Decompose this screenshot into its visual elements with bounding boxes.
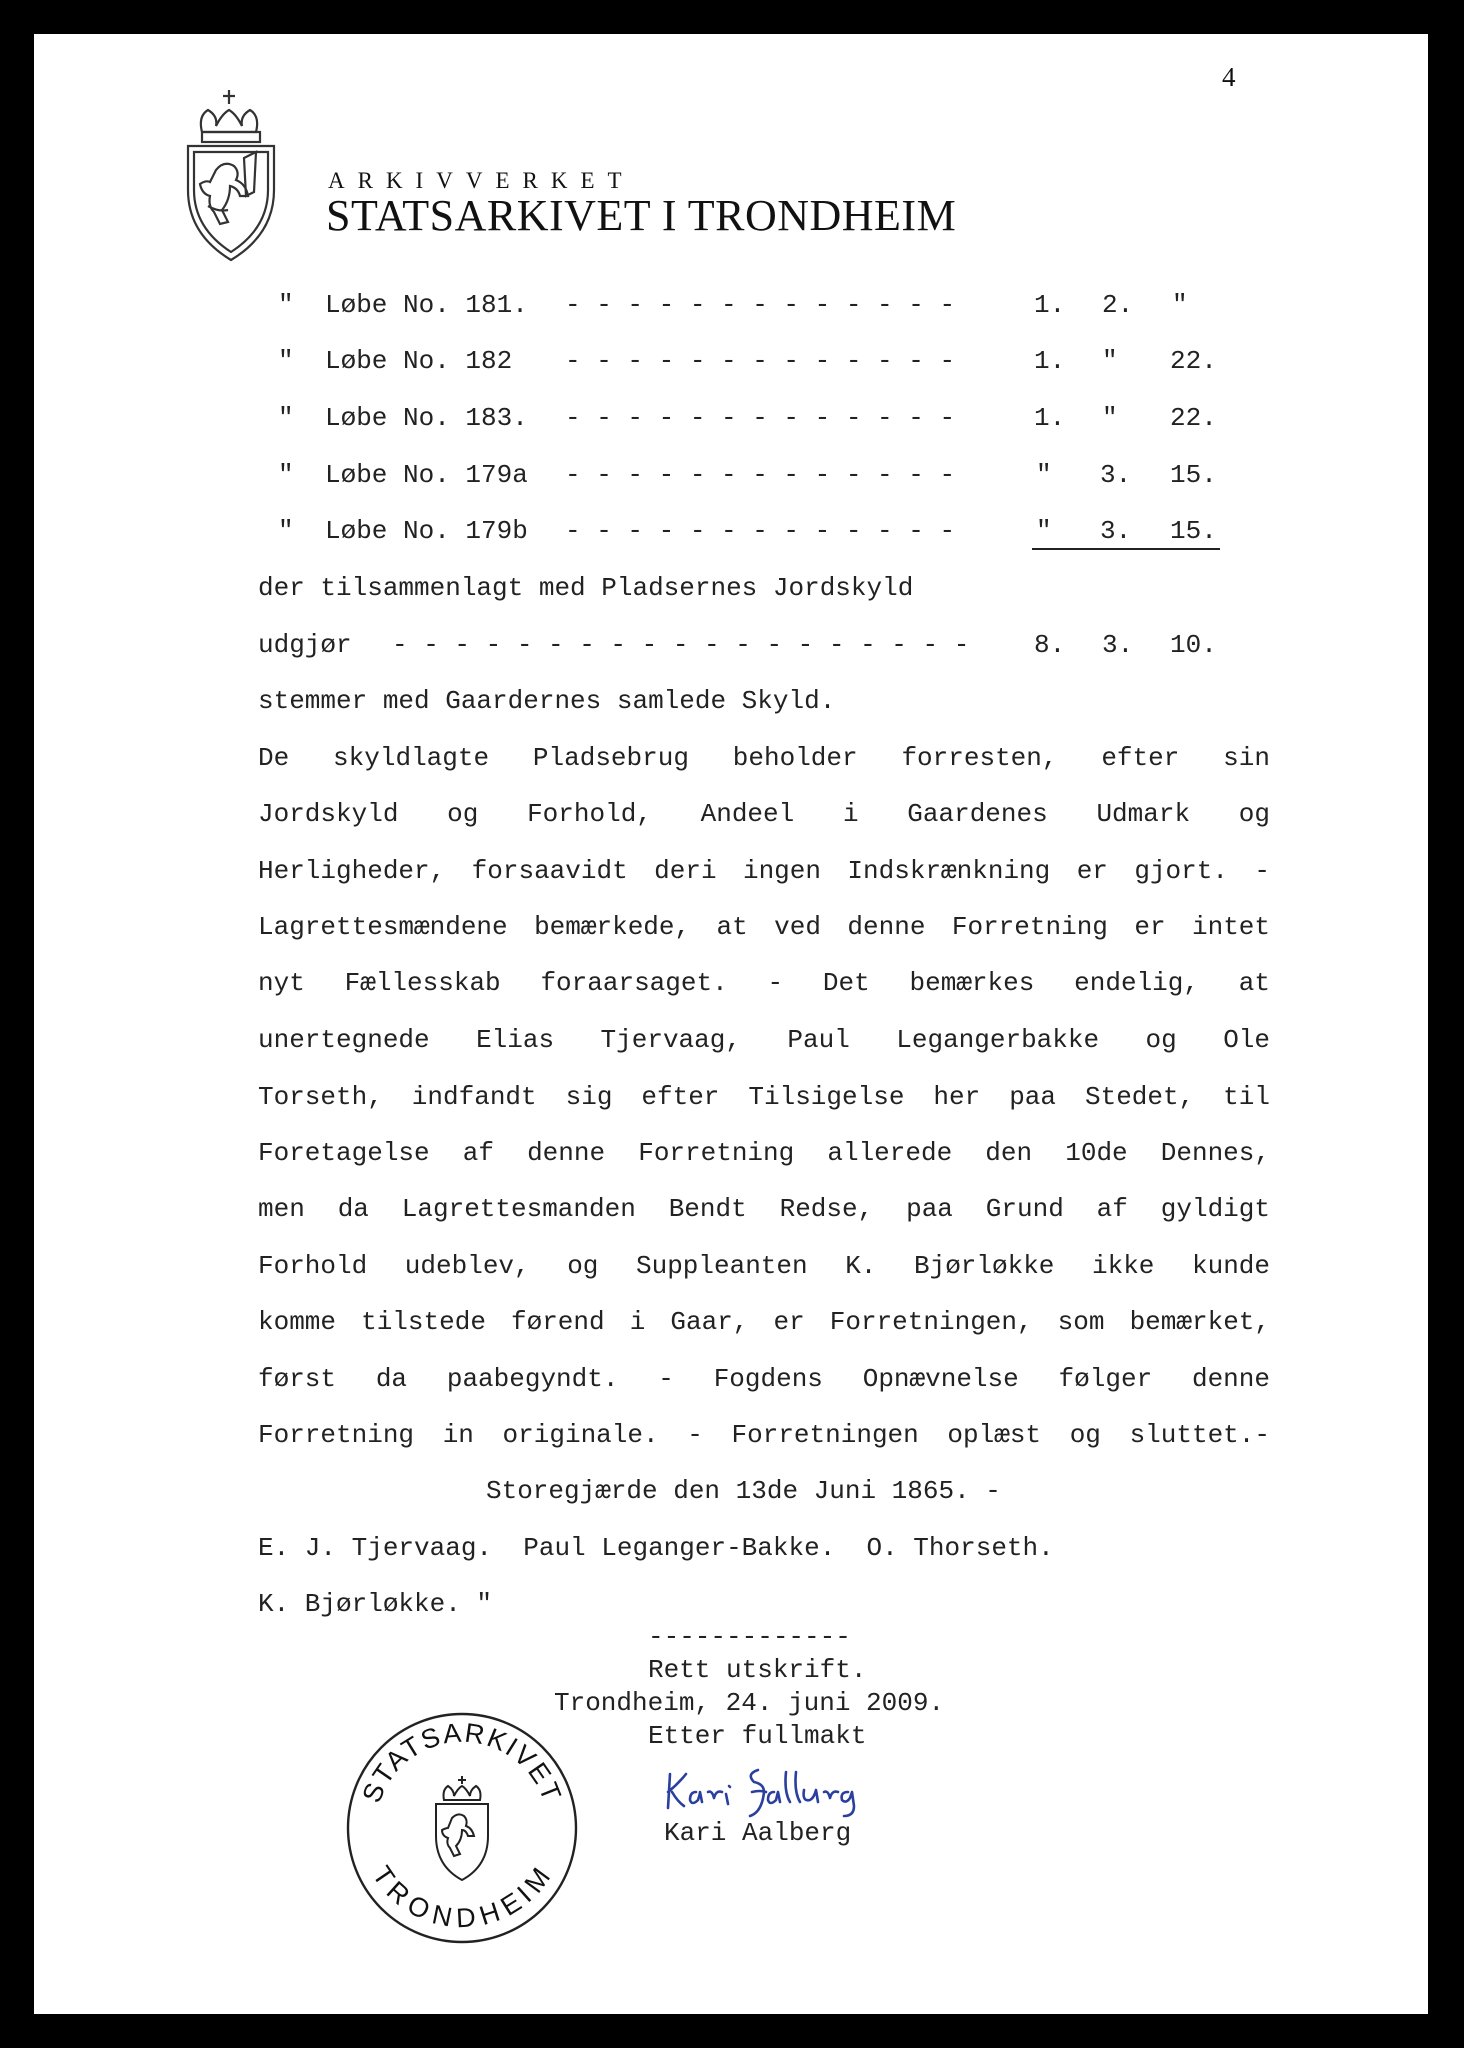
ledger-col-3: 22. [1170, 403, 1217, 433]
handwritten-signature [662, 1762, 868, 1824]
total-col-1: 8. [1034, 630, 1066, 660]
ledger-label: Løbe No. 179a [325, 460, 528, 490]
ledger-col-2: 3. [1100, 460, 1132, 490]
sentence: stemmer med Gaardernes samlede Skyld. [258, 686, 836, 716]
total-col-2: 3. [1102, 630, 1134, 660]
org-name: STATSARKIVET I TRONDHEIM [326, 191, 957, 240]
ditto-mark: " [278, 290, 294, 320]
seal-text-top: STATSARKIVET [356, 1717, 568, 1807]
ledger-label: Løbe No. 181. [325, 290, 528, 320]
ledger-col-2: 3. [1100, 516, 1132, 546]
paragraph-line: Jordskyld og Forhold, Andeel i Gaardenes Udmark og [258, 799, 1270, 829]
coat-of-arms-logo [174, 88, 288, 264]
paragraph-line: Lagrettesmændene bemærkede, at ved denne Forretning er intet [258, 912, 1270, 942]
total-label: udgjør [258, 630, 352, 660]
paragraph-line: nyt Fællesskab foraarsaget. - Det bemærkes endelig, at [258, 968, 1270, 998]
seal-crest-icon [436, 1776, 488, 1880]
ditto-mark: " [278, 346, 294, 376]
ledger-col-2: 2. [1102, 290, 1134, 320]
cert-line: Rett utskrift. [648, 1655, 867, 1685]
cert-authority: Etter fullmakt [648, 1721, 867, 1751]
ledger-col-2: " [1102, 346, 1118, 376]
ledger-col-1: " [1036, 516, 1052, 546]
total-col-3: 10. [1170, 630, 1217, 660]
paragraph-line: komme tilstede førend i Gaar, er Forretningen, som bemærket, [258, 1307, 1270, 1337]
ledger-col-1: 1. [1034, 346, 1066, 376]
cert-separator: ------------- [648, 1622, 851, 1652]
cert-place-date: Trondheim, 24. juni 2009. [554, 1688, 945, 1718]
ledger-dashes: - - - - - - - - - - - - - [565, 290, 956, 320]
ledger-label: Løbe No. 182 [325, 346, 513, 376]
page-number: 4 [1222, 62, 1236, 92]
ledger-label: Løbe No. 183. [325, 403, 528, 433]
seal-text-bottom: TRONDHEIM [366, 1860, 558, 1934]
paragraph-line: Forretning in originale. - Forretningen oplæst og sluttet.- [258, 1420, 1270, 1450]
ditto-mark: " [278, 516, 294, 546]
paragraph-line: Forhold udeblev, og Suppleanten K. Bjørløkke ikke kunde [258, 1251, 1270, 1281]
ledger-col-1: " [1036, 460, 1052, 490]
paragraph-line: først da paabegyndt. - Fogdens Opnævnelse følger denne [258, 1364, 1270, 1394]
total-intro: der tilsammenlagt med Pladsernes Jordskyld [258, 573, 914, 603]
org-name-small: ARKIVVERKET [328, 168, 635, 193]
place-date: Storegjærde den 13de Juni 1865. - [486, 1476, 1001, 1506]
ledger-dashes: - - - - - - - - - - - - - [565, 516, 956, 546]
ledger-dashes: - - - - - - - - - - - - - [565, 460, 956, 490]
paragraph-line: men da Lagrettesmanden Bendt Redse, paa Grund af gyldigt [258, 1194, 1270, 1224]
signers-line: E. J. Tjervaag. Paul Leganger-Bakke. O. Thorseth. [258, 1533, 1054, 1563]
paragraph-line: Torseth, indfandt sig efter Tilsigelse her paa Stedet, til [258, 1082, 1270, 1112]
ditto-mark: " [278, 460, 294, 490]
ledger-dashes: - - - - - - - - - - - - - [565, 346, 956, 376]
paragraph-line: Foretagelse af denne Forretning allerede den 10de Dennes, [258, 1138, 1270, 1168]
svg-text:TRONDHEIM [367, 1861, 558, 1934]
ledger-col-3: 22. [1170, 346, 1217, 376]
paragraph-line: Herligheder, forsaavidt deri ingen Indskrænkning er gjort. - [258, 856, 1270, 886]
ledger-col-1: 1. [1034, 290, 1066, 320]
sum-underline [1032, 548, 1220, 550]
ledger-col-1: 1. [1034, 403, 1066, 433]
ledger-col-3: " [1172, 290, 1188, 320]
ledger-col-2: " [1102, 403, 1118, 433]
ledger-col-3: 15. [1170, 460, 1217, 490]
official-seal [344, 1710, 580, 1946]
signers-line: K. Bjørløkke. " [258, 1589, 493, 1619]
ledger-dashes: - - - - - - - - - - - - - [565, 403, 956, 433]
signer-name: Kari Aalberg [664, 1818, 852, 1848]
total-dashes: - - - - - - - - - - - - - - - - - - - [392, 630, 970, 660]
paragraph-line: De skyldlagte Pladsebrug beholder forresten, efter sin [258, 743, 1270, 773]
ditto-mark: " [278, 403, 294, 433]
ledger-col-3: 15. [1170, 516, 1217, 546]
ledger-label: Løbe No. 179b [325, 516, 528, 546]
svg-text:STATSARKIVET [356, 1718, 567, 1807]
paragraph-line: unertegnede Elias Tjervaag, Paul Legangerbakke og Ole [258, 1025, 1270, 1055]
